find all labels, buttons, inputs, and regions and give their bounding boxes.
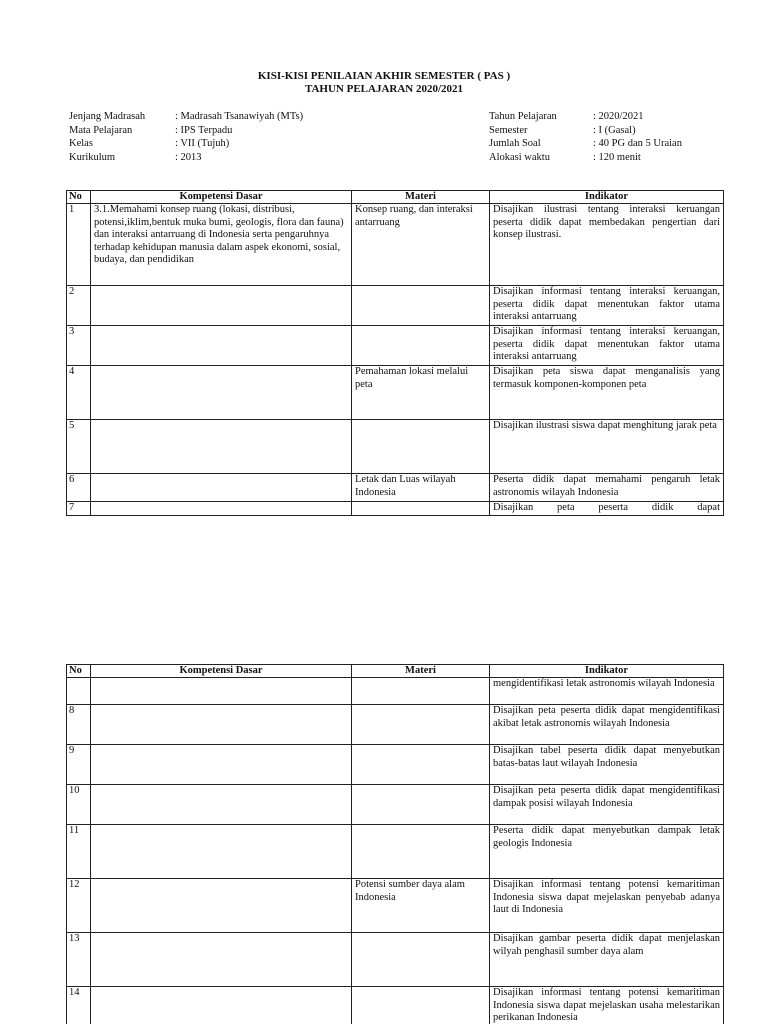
header-materi: Materi	[352, 665, 490, 678]
meta-value: : 40 PG dan 5 Uraian	[593, 138, 682, 149]
meta-label: Semester	[489, 124, 528, 136]
cell-no: 8	[67, 705, 91, 745]
table-row	[67, 678, 724, 705]
meta-value: : VII (Tujuh)	[175, 138, 230, 149]
cell-indikator: Disajikan peta peserta didik dapat mengidentifikasi dampak posisi wilayah Indonesia	[490, 785, 724, 825]
cell-no: 11	[67, 825, 91, 879]
cell-kompetensi-dasar	[91, 326, 352, 366]
table-row	[67, 987, 724, 1024]
table-row	[67, 705, 724, 745]
table-header-row	[67, 191, 724, 204]
table-row	[67, 502, 724, 516]
cell-indikator: Disajikan peta peserta didik dapat mengidentifikasi akibat letak astronomis wilayah Indonesia	[490, 705, 724, 745]
meta-row	[489, 124, 682, 138]
cell-kompetensi-dasar	[91, 745, 352, 785]
meta-value: : I (Gasal)	[593, 124, 636, 136]
table-row	[67, 879, 724, 933]
meta-value: : Madrasah Tsanawiyah (MTs)	[175, 111, 304, 122]
cell-materi	[352, 745, 490, 785]
cell-kompetensi-dasar	[91, 502, 352, 516]
cell-indikator: Disajikan tabel peserta didik dapat menyebutkan batas-batas laut wilayah Indonesia	[490, 745, 724, 785]
cell-indikator: Disajikan gambar peserta didik dapat menjelaskan wilyah penghasil sumber daya alam	[490, 933, 724, 987]
cell-materi	[352, 678, 490, 705]
cell-indikator: Disajikan informasi tentang interaksi keruangan, peserta didik dapat menentukan faktor utama interaksi antarruang	[490, 286, 724, 326]
cell-kompetensi-dasar	[91, 785, 352, 825]
cell-no: 5	[67, 420, 91, 474]
cell-kompetensi-dasar	[91, 286, 352, 326]
cell-kompetensi-dasar	[91, 474, 352, 502]
document-title: KISI-KISI PENILAIAN AKHIR SEMESTER ( PAS )	[257, 70, 511, 82]
cell-indikator: Disajikan informasi tentang potensi kemaritiman Indonesia siswa dapat mejelaskan usaha melestarikan perikanan Indonesia	[490, 987, 724, 1024]
cell-kompetensi-dasar	[91, 420, 352, 474]
meta-label: Mata Pelajaran	[69, 124, 133, 136]
header-materi: Materi	[352, 191, 490, 204]
table-header-row	[67, 665, 724, 678]
table-row	[67, 745, 724, 785]
cell-materi	[352, 502, 490, 516]
header-kompetensi-dasar: Kompetensi Dasar	[91, 191, 352, 204]
cell-no: 6	[67, 474, 91, 502]
cell-indikator: Disajikan ilustrasi tentang interaksi keruangan peserta didik dapat membedakan pengertian dari konsep ilustrasi.	[490, 204, 724, 286]
cell-no: 3	[67, 326, 91, 366]
header-indikator: Indikator	[490, 191, 724, 204]
meta-row	[489, 110, 682, 124]
meta-value: : IPS Terpadu	[175, 124, 233, 136]
cell-materi: Letak dan Luas wilayah Indonesia	[352, 474, 490, 502]
cell-indikator: Disajikan peta siswa dapat menganalisis yang termasuk komponen-komponen peta	[490, 366, 724, 420]
meta-label: Alokasi waktu	[489, 151, 550, 163]
cell-kompetensi-dasar	[91, 879, 352, 933]
cell-kompetensi-dasar	[91, 987, 352, 1024]
meta-left-block	[69, 110, 303, 164]
cell-indikator: Disajikan ilustrasi siswa dapat menghitung jarak peta	[490, 420, 724, 474]
cell-materi	[352, 825, 490, 879]
cell-indikator: mengidentifikasi letak astronomis wilayah Indonesia	[490, 678, 724, 705]
cell-no: 12	[67, 879, 91, 933]
table-row	[67, 286, 724, 326]
header-kompetensi-dasar: Kompetensi Dasar	[91, 665, 352, 678]
meta-right-block	[489, 110, 682, 164]
meta-value: : 120 menit	[593, 151, 641, 163]
table-row	[67, 474, 724, 502]
table-row	[67, 825, 724, 879]
table-row	[67, 366, 724, 420]
cell-materi: Konsep ruang, dan interaksi antarruang	[352, 204, 490, 286]
meta-row	[69, 110, 303, 124]
cell-indikator: Disajikan informasi tentang interaksi keruangan, peserta didik dapat menentukan faktor utama interaksi antarruang	[490, 326, 724, 366]
cell-kompetensi-dasar	[91, 678, 352, 705]
cell-no: 14	[67, 987, 91, 1024]
cell-materi	[352, 785, 490, 825]
cell-materi	[352, 705, 490, 745]
cell-materi	[352, 286, 490, 326]
cell-no: 4	[67, 366, 91, 420]
table-row	[67, 933, 724, 987]
meta-row	[69, 124, 303, 138]
meta-label: Jenjang Madrasah	[69, 111, 146, 122]
meta-value: : 2013	[175, 151, 202, 163]
cell-materi	[352, 420, 490, 474]
cell-indikator: Disajikan peta peserta didik dapat	[490, 502, 724, 516]
cell-kompetensi-dasar	[91, 705, 352, 745]
kisi-table-1	[66, 190, 724, 516]
cell-kompetensi-dasar: 3.1.Memahami konsep ruang (lokasi, distribusi, potensi,iklim,bentuk muka bumi, geologis, flora dan fauna) dan interaksi antarruang di Indonesia serta pengaruhnya terhadap kehidupan manusia dalam aspek ekonomi, sosial, budaya, dan pendidikan	[91, 204, 352, 286]
cell-no: 10	[67, 785, 91, 825]
header-indikator: Indikator	[490, 665, 724, 678]
cell-kompetensi-dasar	[91, 366, 352, 420]
cell-materi	[352, 326, 490, 366]
cell-no: 1	[67, 204, 91, 286]
meta-row	[69, 151, 303, 165]
document-subtitle: TAHUN PELAJARAN 2020/2021	[304, 83, 464, 95]
table-row	[67, 420, 724, 474]
cell-indikator: Peserta didik dapat menyebutkan dampak letak geologis Indonesia	[490, 825, 724, 879]
header-no: No	[67, 191, 91, 204]
meta-row	[489, 137, 682, 151]
meta-value: : 2020/2021	[593, 111, 644, 122]
meta-label: Kelas	[69, 138, 93, 149]
kisi-table-2	[66, 664, 724, 1024]
cell-kompetensi-dasar	[91, 825, 352, 879]
meta-row	[489, 151, 682, 165]
cell-materi: Potensi sumber daya alam Indonesia	[352, 879, 490, 933]
cell-no: 2	[67, 286, 91, 326]
header-no: No	[67, 665, 91, 678]
table-row	[67, 326, 724, 366]
meta-label: Kurikulum	[69, 151, 116, 163]
cell-no: 13	[67, 933, 91, 987]
cell-indikator: Disajikan informasi tentang potensi kemaritiman Indonesia siswa dapat mejelaskan penyebab adanya laut di Indonesia	[490, 879, 724, 933]
table-row	[67, 204, 724, 286]
cell-materi: Pemahaman lokasi melalui peta	[352, 366, 490, 420]
cell-indikator: Peserta didik dapat memahami pengaruh letak astronomis wilayah Indonesia	[490, 474, 724, 502]
cell-materi	[352, 987, 490, 1024]
meta-label: Tahun Pelajaran	[489, 111, 557, 122]
table-row	[67, 785, 724, 825]
cell-kompetensi-dasar	[91, 933, 352, 987]
cell-no: 7	[67, 502, 91, 516]
cell-no: 9	[67, 745, 91, 785]
meta-row	[69, 137, 303, 151]
cell-materi	[352, 933, 490, 987]
meta-label: Jumlah Soal	[489, 138, 541, 149]
cell-no	[67, 678, 91, 705]
